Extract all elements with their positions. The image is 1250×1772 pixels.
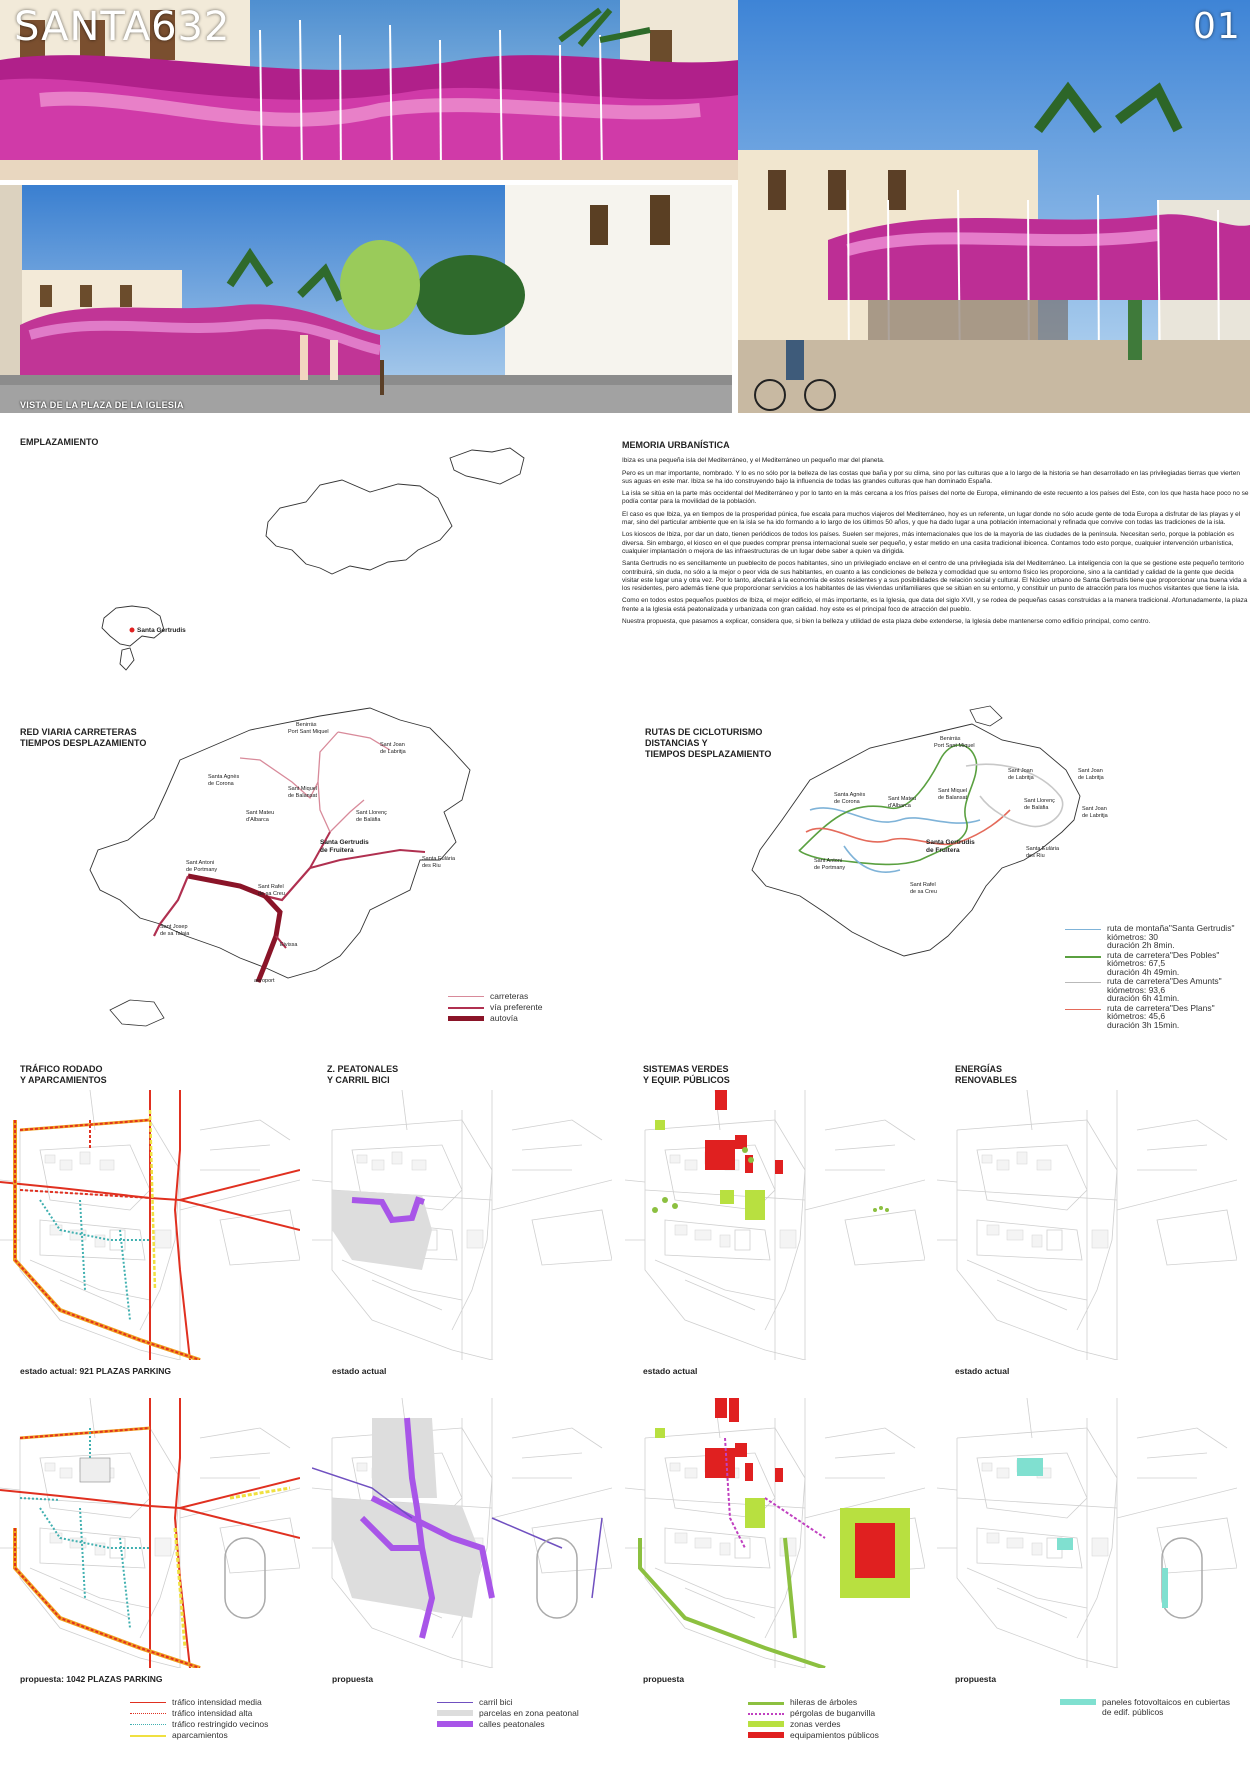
project-title: SANTA632 xyxy=(14,4,231,50)
memoria-title: MEMORIA URBANÍSTICA xyxy=(622,440,730,450)
sheet-number: 01 xyxy=(1193,6,1241,47)
plan-trafico-actual xyxy=(0,1090,300,1360)
bike-legend-item xyxy=(1065,951,1250,977)
peatonales-title: Z. PEATONALES Y CARRIL BICI xyxy=(327,1064,399,1085)
svg-text:de sa Creu: de sa Creu xyxy=(258,891,285,897)
svg-text:de Portmany: de Portmany xyxy=(186,867,218,873)
svg-text:de Balàfia: de Balàfia xyxy=(1024,805,1049,811)
svg-text:d'Albarca: d'Albarca xyxy=(246,817,269,823)
energias-legend-item xyxy=(1060,1697,1235,1717)
plan-peatonal-actual xyxy=(312,1090,612,1360)
road-legend-label: autovía xyxy=(490,1013,518,1023)
plan-verdes-propuesta xyxy=(625,1398,925,1668)
road-legend-item xyxy=(448,1013,542,1023)
memoria-paragraph: Santa Gertrudis no es sencillamente un pueblecito de pocos habitantes, sino un privilegiado enclave en el centro de una privilegiada isla del Mediterráneo. La inteligencia con la que se gestione este pequeño territorio contribuirá, sin duda, no sólo a la mejor o peor vida de sus habitantes, en cuanto a las condiciones de belleza y comodidad que su entorno físico les proporcione, sino a la cantidad y calidad de la gente que decida visitar este lugar una y otra vez. Por lo tanto, afectará a la economía de estos residentes y a sus posibilidades de relación social y cultural. El Núcleo urbano de Santa Gertrudis tiene que proporcionar una buena vida a los residentes, pero además tiene que proporcionar servicios a los habitantes de las viviendas unifamiliares que se sitúan en su entorno, y constituir un punto de atracción para los muchos visitantes que tiene la isla. xyxy=(622,560,1247,593)
svg-text:Sant Llorenç: Sant Llorenç xyxy=(1024,798,1055,804)
bike-legend-text: ruta de montaña"Santa Gertrudis" kiómetros: 30 duración 2h 8min. xyxy=(1107,923,1235,950)
santa-gertrudis-marker xyxy=(130,628,135,633)
urban-plan-drawing xyxy=(0,1090,300,1360)
verdes-legend-item xyxy=(748,1719,879,1729)
svg-text:Santa Eulària: Santa Eulària xyxy=(422,856,456,862)
svg-text:de Corona: de Corona xyxy=(208,781,234,787)
svg-text:de Labritja: de Labritja xyxy=(1078,775,1104,781)
urban-plan-drawing xyxy=(0,1398,300,1668)
bike-legend-text: ruta de carretera"Des Plans" kiómetros: 45,6 duración 3h 15min. xyxy=(1107,1002,1215,1030)
svg-text:Sant Miquel: Sant Miquel xyxy=(288,786,318,792)
photo-plaza-left xyxy=(0,185,732,413)
memoria-paragraph: Ibiza es una pequeña isla del Mediterráneo, y el Mediterráneo un pequeño mar del planeta. xyxy=(622,457,885,465)
bike-legend-item xyxy=(1065,977,1250,1003)
road-legend-item xyxy=(448,991,542,1001)
verdes-legend-item xyxy=(748,1730,879,1740)
emplazamiento-map xyxy=(80,440,540,690)
plan-energias-actual xyxy=(937,1090,1237,1360)
svg-text:Santa Agnès: Santa Agnès xyxy=(834,792,866,798)
photo-plaza-right xyxy=(738,0,1250,413)
urban-plan-drawing xyxy=(625,1090,925,1360)
bike-legend-item xyxy=(1065,924,1250,950)
peatonal-legend-item xyxy=(437,1708,579,1718)
peatonal-legend-item xyxy=(437,1719,579,1729)
road-legend-label: vía preferente xyxy=(490,1002,543,1012)
svg-text:de sa Talaia: de sa Talaia xyxy=(160,931,190,937)
svg-text:Sant Joan: Sant Joan xyxy=(1082,806,1107,812)
verdes-legend-item xyxy=(748,1708,879,1718)
verdes-title: SISTEMAS VERDES Y EQUIP. PÚBLICOS xyxy=(643,1064,730,1085)
svg-text:de Labritja: de Labritja xyxy=(380,749,406,755)
emplazamiento-place-label: Santa Gertrudis xyxy=(137,627,186,634)
bike-legend-item xyxy=(1065,1004,1250,1030)
legend-label: paneles fotovoltaicos en cubiertas de edif. públicos xyxy=(1102,1697,1231,1717)
plan-label-propuesta: propuesta xyxy=(643,1674,685,1684)
memoria-paragraph: El caso es que Ibiza, ya en tiempos de la prosperidad púnica, fue escala para muchos viajeros del Mediterráneo, hoy es un referente, un lugar donde no sólo acude gente de toda Europa a disfrutar de las playas y el mar, sino del particular ambiente que en la isla se ha ido formando a lo largo de los últimos 50 años, y que ha dado lugar a una población internacional y refinada que convive con todas las tradiciones de la isla. xyxy=(622,510,1241,527)
verdes-legend xyxy=(748,1697,879,1741)
svg-text:Sant Miquel: Sant Miquel xyxy=(938,788,968,794)
plan-energias-propuesta xyxy=(937,1398,1237,1668)
photo-caption: VISTA DE LA PLAZA DE LA IGLESIA xyxy=(20,400,184,410)
svg-text:de Portmany: de Portmany xyxy=(814,865,846,871)
svg-text:Sant Antoni: Sant Antoni xyxy=(186,860,215,866)
legend-label: zonas verdes xyxy=(790,1719,841,1729)
svg-text:Sant Mateu: Sant Mateu xyxy=(246,810,275,816)
plan-label-actual: estado actual xyxy=(955,1366,1010,1376)
svg-text:des Riu: des Riu xyxy=(422,863,441,869)
svg-text:Sant Josep: Sant Josep xyxy=(160,924,188,930)
urban-plan-drawing xyxy=(312,1090,612,1360)
road-legend xyxy=(448,991,542,1024)
svg-text:Benirràs: Benirràs xyxy=(296,722,317,728)
memoria-paragraph: Pero es un mar importante, nombrado. Y lo es no sólo por la belleza de las costas que baña y por su clima, sino por las culturas que a lo largo de la historia se han desarrollado en las privilegiadas tierras que vierten sus aguas en este mar. Ibiza se ha ido construyendo bajo la influencia de todas las grandes culturas que han dominado España. xyxy=(622,469,1240,485)
svg-text:Eivissa: Eivissa xyxy=(280,942,298,948)
trafico-legend xyxy=(130,1697,268,1741)
energias-legend xyxy=(1060,1697,1235,1718)
legend-label: aparcamientos xyxy=(172,1730,228,1740)
svg-text:de Balansat: de Balansat xyxy=(288,793,318,799)
legend-label: calles peatonales xyxy=(479,1719,545,1729)
trafico-legend-item xyxy=(130,1708,268,1718)
urban-plan-drawing xyxy=(312,1398,612,1668)
legend-label: equipamientos públicos xyxy=(790,1730,879,1740)
svg-text:Santa Gertrudis: Santa Gertrudis xyxy=(926,839,975,846)
road-network-map xyxy=(70,700,530,1030)
svg-text:Santa Gertrudis: Santa Gertrudis xyxy=(320,839,369,846)
trafico-legend-item xyxy=(130,1719,268,1729)
road-legend-item xyxy=(448,1002,542,1012)
svg-text:de sa Creu: de sa Creu xyxy=(910,889,937,895)
urban-plan-drawing xyxy=(625,1398,925,1668)
bike-legend-text: ruta de carretera"Des Pobles" kiómetros: 67,5 duración 4h 49min. xyxy=(1107,949,1220,977)
trafico-title: TRÁFICO RODADO Y APARCAMIENTOS xyxy=(20,1064,107,1085)
svg-text:Sant Rafel: Sant Rafel xyxy=(910,882,936,888)
rutas-title: RUTAS DE CICLOTURISMO DISTANCIAS Y TIEMPOS DESPLAZAMIENTO xyxy=(645,727,772,759)
legend-label: carril bici xyxy=(479,1697,513,1707)
trafico-legend-item xyxy=(130,1697,268,1707)
plan-verdes-actual xyxy=(625,1090,925,1360)
svg-text:Sant Joan: Sant Joan xyxy=(1078,768,1103,774)
plan-peatonal-propuesta xyxy=(312,1398,612,1668)
svg-text:de Labritja: de Labritja xyxy=(1008,775,1034,781)
memoria-urbanistica xyxy=(622,441,1250,630)
peatonal-legend xyxy=(437,1697,579,1730)
svg-text:de Fruitera: de Fruitera xyxy=(926,847,960,854)
svg-text:de Balansat: de Balansat xyxy=(938,795,968,801)
bike-legend xyxy=(1065,924,1250,1030)
red-viaria-title: RED VIARIA CARRETERAS TIEMPOS DESPLAZAMIENTO xyxy=(20,727,147,748)
svg-text:d'Albarca: d'Albarca xyxy=(888,803,911,809)
svg-text:Santa Agnès: Santa Agnès xyxy=(208,774,240,780)
legend-label: tráfico restringido vecinos xyxy=(172,1719,269,1729)
verdes-legend-item xyxy=(748,1697,879,1707)
svg-text:Port Sant Miquel: Port Sant Miquel xyxy=(288,729,329,735)
memoria-paragraph: La isla se sitúa en la parte más occidental del Mediterráneo y por lo tanto en la más cercana a los fríos países del norte de Europa, eliminando de este recuento a los países del Este, con los que hasta hace poco no se podía contar para la movilidad de la población. xyxy=(622,490,1249,506)
svg-text:Port Sant Miquel: Port Sant Miquel xyxy=(934,743,975,749)
svg-text:de Labritja: de Labritja xyxy=(1082,813,1108,819)
plan-label-actual: estado actual xyxy=(332,1366,387,1376)
plan-label-propuesta: propuesta xyxy=(955,1674,997,1684)
svg-text:Sant Llorenç: Sant Llorenç xyxy=(356,810,387,816)
svg-text:Sant Mateu: Sant Mateu xyxy=(888,796,917,802)
svg-text:de Corona: de Corona xyxy=(834,799,860,805)
plan-label-actual: estado actual: 921 PLAZAS PARKING xyxy=(20,1366,171,1376)
peatonal-legend-item xyxy=(437,1697,579,1707)
bike-legend-text: ruta de carretera"Des Amunts" kiómetros: 93,6 duración 6h 41min. xyxy=(1107,976,1222,1003)
svg-text:Sant Joan: Sant Joan xyxy=(380,742,405,748)
svg-text:aeroport: aeroport xyxy=(254,978,275,984)
memoria-paragraph: Nuestra propuesta, que pasamos a explicar, considera que, si bien la belleza y utilidad de esta plaza debe extenderse, la Iglesia debe mantenerse como edificio principal, como centro. xyxy=(622,618,1151,626)
road-legend-label: carreteras xyxy=(490,991,529,1001)
memoria-paragraph: Los kioscos de Ibiza, por dar un dato, tienen periódicos de todos los países. Suelen ser mejores, más internacionales que los de la mayoría de las ciudades de la península. Necesitan serlo, porque la población es diversa. Sin embargo, el kiosco en el que puedes comprar prensa internacional suele ser pequeño, y estar metido en una casita tradicional ibicenca. Contamos todo esto porque, cualquier intervención urbanística, cualquier implantación o mejora de las infraestructuras de un lugar debe saber a quien va dirigida. xyxy=(622,531,1235,555)
energias-title: ENERGÍAS RENOVABLES xyxy=(955,1064,1017,1085)
legend-label: hileras de árboles xyxy=(790,1697,858,1707)
plan-trafico-propuesta xyxy=(0,1398,300,1668)
svg-text:Sant Antoni: Sant Antoni xyxy=(814,858,843,864)
svg-text:des Riu: des Riu xyxy=(1026,853,1045,859)
plan-label-propuesta: propuesta: 1042 PLAZAS PARKING xyxy=(20,1674,163,1684)
plan-label-actual: estado actual xyxy=(643,1366,698,1376)
trafico-legend-item xyxy=(130,1730,268,1740)
svg-text:Benirràs: Benirràs xyxy=(940,736,961,742)
svg-text:Santa Eulària: Santa Eulària xyxy=(1026,846,1060,852)
legend-label: tráfico intensidad media xyxy=(172,1697,262,1707)
memoria-paragraph: Como en todos estos pequeños pueblos de Ibiza, el mejor edificio, el más importante, es la Iglesia, que data del siglo XVII, y se rodea de pequeñas casas construidas a la manera tradicional. Afortunadamente, la plaza frente a la Iglesia está peatonalizada y urbanizada con gran calidad. hoy este es el principal foco de atracción del pueblo. xyxy=(622,597,1248,613)
legend-label: pérgolas de buganvilla xyxy=(790,1708,876,1718)
urban-plan-drawing xyxy=(937,1090,1237,1360)
legend-label: parcelas en zona peatonal xyxy=(479,1708,579,1718)
svg-text:de Balàfia: de Balàfia xyxy=(356,817,381,823)
svg-text:Sant Rafel: Sant Rafel xyxy=(258,884,284,890)
svg-text:de Fruitera: de Fruitera xyxy=(320,847,354,854)
urban-plan-drawing xyxy=(937,1398,1237,1668)
svg-text:Sant Joan: Sant Joan xyxy=(1008,768,1033,774)
emplazamiento-title: EMPLAZAMIENTO xyxy=(20,437,99,447)
legend-label: tráfico intensidad alta xyxy=(172,1708,253,1718)
plan-label-propuesta: propuesta xyxy=(332,1674,374,1684)
